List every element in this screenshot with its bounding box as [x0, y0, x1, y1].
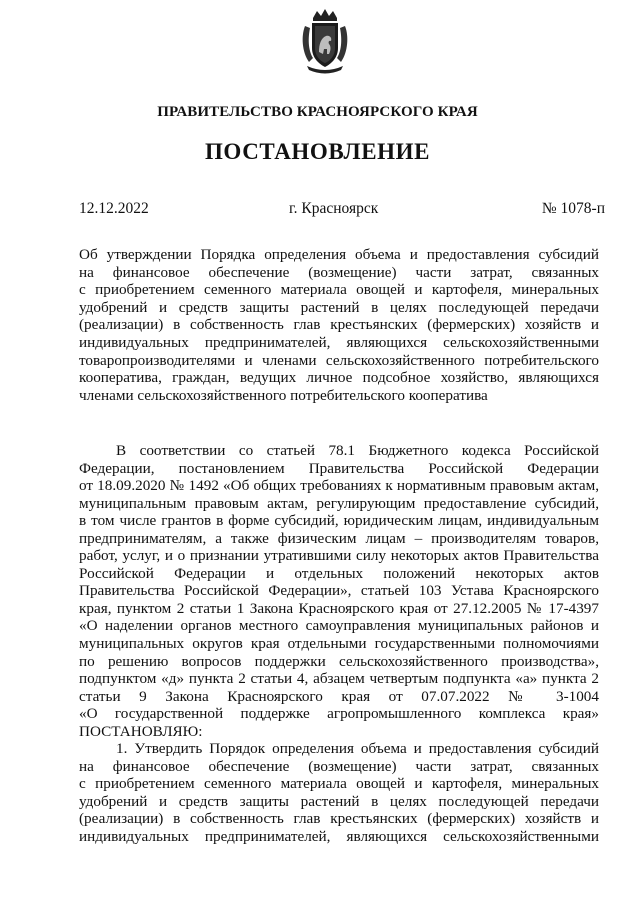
subject-line: на финансовое обеспечение (возмещение) части затрат, связанных: [79, 263, 599, 281]
body-line: «О государственной поддержке агропромышленного комплекса края»: [79, 705, 599, 723]
body-line: индивидуальных предпринимателей, являющихся сельскохозяйственными: [79, 828, 599, 846]
body-line: в том числе грантов в форме субсидий, юридическим лицам, индивидуальным: [79, 512, 599, 530]
body-line: муниципальных округов края отдельными государственными полномочиями: [79, 635, 599, 653]
coat-of-arms-emblem: [299, 8, 351, 74]
document-subject: [79, 246, 599, 404]
body-line: от 18.09.2020 № 1492 «Об общих требованиях к нормативным правовым актам,: [79, 477, 599, 495]
body-line: на финансовое обеспечение (возмещение) части затрат, связанных: [79, 757, 599, 775]
document-date: 12.12.2022: [79, 200, 149, 217]
body-line: муниципальным правовым актам, регулирующим предоставление субсидий,: [79, 494, 599, 512]
body-line: В соответствии со статьей 78.1 Бюджетного кодекса Российской: [116, 442, 599, 459]
subject-line: товаропроизводителями и членами сельскохозяйственного потребительского: [79, 351, 599, 369]
subject-line: кооператива, граждан, ведущих личное подсобное хозяйство, являющихся: [79, 369, 599, 387]
subject-line: индивидуальных предпринимателей, являющихся сельскохозяйственными: [79, 333, 599, 351]
subject-line: (реализации) в собственность глав крестьянских (фермерских) хозяйств и: [79, 316, 599, 334]
document-body: [79, 442, 599, 846]
body-line: ПОСТАНОВЛЯЮ:: [79, 722, 203, 740]
body-line: по решению вопросов поддержки сельскохозяйственного производства»,: [79, 652, 599, 670]
body-line: Российской Федерации и отдельных положений некоторых актов: [79, 564, 599, 582]
body-line: края, пунктом 2 статьи 1 Закона Красноярского края от 27.12.2005 № 17-4397: [79, 599, 599, 617]
document-number: № 1078-п: [541, 200, 605, 217]
body-line: 1. Утвердить Порядок определения объема и предоставления субсидий: [116, 740, 599, 758]
body-line: (реализации) в собственность глав крестьянских (фермерских) хозяйств и: [79, 810, 599, 828]
body-line: с приобретением семенного материала овощей и картофеля, минеральных: [79, 775, 599, 793]
body-line: предпринимателям, а также физическим лицам – производителям товаров,: [79, 529, 599, 547]
document-city: г. Красноярск: [289, 200, 379, 217]
body-line: «О наделении органов местного самоуправления муниципальных районов и: [79, 617, 599, 635]
body-line: статьи 9 Закона Красноярского края от 07.07.2022 № 3-1004: [79, 687, 599, 705]
document-type-title: ПОСТАНОВЛЕНИЕ: [204, 139, 431, 164]
subject-line: удобрений и средств защиты растений в целях последующей передачи: [79, 298, 599, 316]
subject-line: членами сельскохозяйственного потребительского кооператива: [79, 386, 488, 404]
body-line: Правительства Российской Федерации», статьей 103 Устава Красноярского: [79, 582, 599, 600]
subject-line: Об утверждении Порядка определения объема и предоставления субсидий: [79, 246, 599, 263]
body-line: Федерации, постановлением Правительства Российской Федерации: [79, 459, 599, 477]
body-line: удобрений и средств защиты растений в целях последующей передачи: [79, 792, 599, 810]
body-line: подпунктом «д» пункта 2 статьи 4, абзацем четвертым подпункта «а» пункта 2: [79, 670, 599, 688]
organization-title: ПРАВИТЕЛЬСТВО КРАСНОЯРСКОГО КРАЯ: [157, 104, 478, 120]
subject-line: с приобретением семенного материала овощей и картофеля, минеральных: [79, 281, 599, 299]
body-line: работ, услуг, и о признании утратившими силу некоторых актов Правительства: [79, 547, 599, 565]
